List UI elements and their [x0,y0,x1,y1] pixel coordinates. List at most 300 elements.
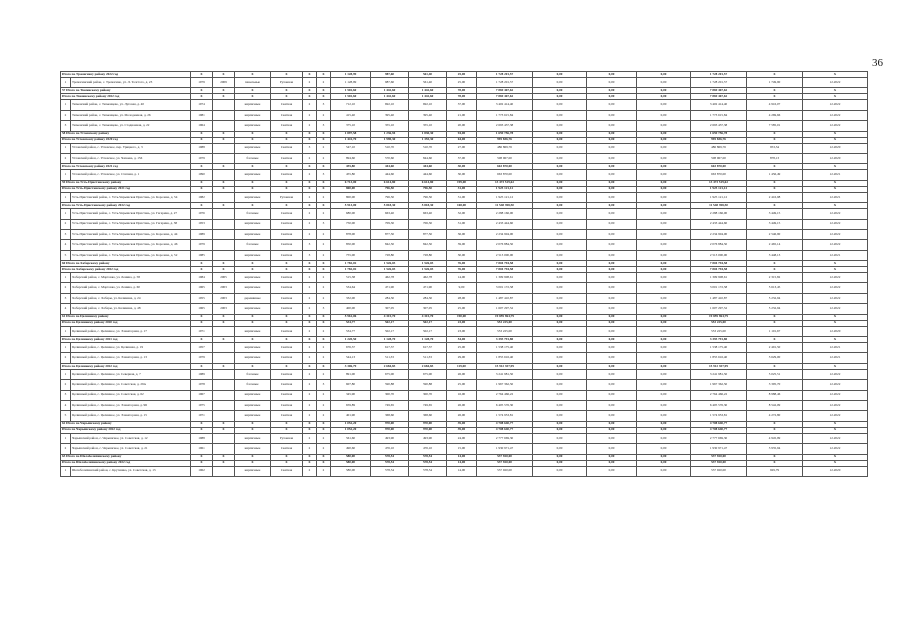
table-cell: 5 232,94 [747,293,803,303]
table-cell: 16,00 [447,390,477,400]
table-cell: 332,00 [331,293,371,303]
table-cell: X [213,314,235,320]
table-cell: 1 309 908,61 [477,273,533,283]
table-cell: 2005 [213,273,235,283]
table-cell: X [803,454,868,460]
table-cell: 1 309 908,61 [691,273,747,283]
table-cell: 0,00 [533,369,587,379]
table-cell: X [235,186,271,192]
table-cell: 3 935,94 [747,444,803,454]
table-cell: 0,00 [587,110,637,120]
table-cell: X [803,72,868,78]
table-cell: 2 [317,229,331,239]
table-cell: X [317,427,331,433]
table-cell: X [803,314,868,320]
table-cell: 0,00 [587,421,637,427]
table-cell: 1955 [191,293,213,303]
table-cell [213,400,235,410]
table-cell: 0,00 [533,304,587,314]
table-cell: 21,00 [447,110,477,120]
table-cell: 1979 [191,153,213,163]
table-row [61,78,868,88]
table-cell: 2 [303,192,317,202]
table-cell: 401,90 [331,411,371,421]
table-cell: X [317,267,331,273]
table-cell: 728,80 [409,250,447,260]
table-cell: 2 [303,273,317,283]
table-cell: 0,00 [587,314,637,320]
building-address: Усть-Пристанский район, с. Усть-Чарышская Пристань, ул. Королева, д. 44 [71,229,191,239]
table-cell: 2 076 884,50 [477,240,533,250]
table-cell: 0,00 [637,293,691,303]
total-label: 61 Итого по Целинному району [61,314,191,320]
table-cell: 2 [317,293,331,303]
table-cell: кирпичные [235,433,271,443]
table-cell: 0,00 [637,88,691,94]
table-cell: 0,00 [533,131,587,137]
table-cell: 1 442,60 [371,94,409,100]
row-number: 1 [61,466,71,476]
table-cell: 284,30 [409,293,447,303]
table-cell: X [191,72,213,78]
table-cell: 578,54 [409,466,447,476]
row-number: 2 [61,110,71,120]
table-cell: 3 306,79 [331,363,371,369]
table-cell: кирпичные [235,326,271,336]
table-cell: 1985 [191,250,213,260]
table-cell: 1 574 953,81 [691,411,747,421]
table-cell: 1 101,67 [747,326,803,336]
table-cell: 553 225,00 [691,320,747,326]
table-cell: 0,00 [637,261,691,267]
table-cell: 2 465,14 [747,240,803,250]
table-cell: 502,17 [409,326,447,336]
table-cell: 0,00 [637,326,691,336]
table-cell: 1 930 971,47 [477,444,533,454]
table-cell: 2 [303,283,317,293]
table-cell: 0,00 [533,100,587,110]
table-row [61,343,868,353]
table-cell: 502,17 [409,320,447,326]
table-cell: кирпичные [235,192,271,202]
table-cell: X [191,267,213,273]
table-cell: 3 [303,143,317,153]
table-cell: X [747,320,803,326]
page-number: 36 [872,57,883,69]
table-cell: 659,89 [331,400,371,410]
table-cell: 12.2022 [803,219,868,229]
table-row [61,400,868,410]
table-cell: 537 920,00 [477,466,533,476]
table-cell: 553 225,00 [691,326,747,336]
table-cell: 891,00 [331,369,371,379]
table-cell: 7 869 467,62 [691,88,747,94]
table-cell: 3 448,13 [747,250,803,260]
table-cell: 1984 [191,273,213,283]
table-cell: 37,00 [447,100,477,110]
table-cell: X [191,88,213,94]
table-cell: 4 708 640,77 [477,421,533,427]
table-cell: 3 001 172,58 [691,283,747,293]
table-cell: 1971 [191,326,213,336]
table-cell: X [803,320,868,326]
table-cell: 3 402 414,40 [691,100,747,110]
table-cell: X [803,186,868,192]
table-cell: 0,00 [587,219,637,229]
table-cell: 0,00 [533,444,587,454]
total-label: 58 Итого по Угловскому району [61,131,191,137]
table-cell: 1979 [191,78,213,88]
table-cell: 1988 [191,143,213,153]
table-cell: 31,00 [447,219,477,229]
table-cell: 607,80 [331,380,371,390]
table-cell: 0,00 [533,411,587,421]
table-cell: 37,00 [447,153,477,163]
table-cell: X [213,267,235,273]
table-cell: 12.2022 [803,369,868,379]
table-cell: 1989 [191,369,213,379]
table-row [61,192,868,202]
table-cell: 1 925 121,12 [477,186,533,192]
table-cell: 94,00 [447,131,477,137]
table-cell: 537 920,00 [691,466,747,476]
table-cell: 1965 [191,304,213,314]
table-cell: Скатная [271,293,303,303]
table-cell: 617,37 [371,343,409,353]
table-cell: X [303,337,317,343]
table-cell: 2003 [213,293,235,303]
table-cell: X [317,363,331,369]
table-cell: 12.2022 [803,293,868,303]
table-cell: X [747,267,803,273]
table-cell: X [235,454,271,460]
table-cell: 0,00 [637,273,691,283]
table-cell: 0,00 [533,143,587,153]
table-cell: X [235,261,271,267]
table-cell: 0,00 [533,433,587,443]
table-row [61,369,868,379]
table-cell: 1 441,70 [331,137,371,143]
table-cell: X [213,72,235,78]
table-row [61,283,868,293]
table-cell: 2 [317,240,331,250]
table-cell: X [317,164,331,170]
table-cell: 1 728 201,57 [477,72,533,78]
table-cell: 590,88 [371,380,409,390]
table-cell: 2 513 000,00 [691,250,747,260]
table-cell: 676,37 [331,343,371,353]
table-cell: 0,00 [587,433,637,443]
table-cell: X [747,164,803,170]
table-cell: 578,54 [371,460,409,466]
table-cell: 1 442,60 [409,88,447,94]
table-cell: 444,60 [409,170,447,180]
table-cell: 510,70 [409,143,447,153]
table-cell: 0,00 [637,267,691,273]
table-cell: деревянные [235,293,271,303]
table-cell: 11 548 398,50 [477,203,533,209]
table-cell: 0,00 [533,209,587,219]
table-cell: 0,00 [587,363,637,369]
table-cell: 3 393 791,80 [691,337,747,343]
table-cell: 2 [303,170,317,180]
table-cell: 0,00 [587,170,637,180]
table-cell: 15,00 [447,444,477,454]
table-cell: 2 [317,433,331,443]
table-cell: 796,50 [371,186,409,192]
table-cell [213,353,235,363]
table-cell: 12.2020 [803,143,868,153]
table-cell: Скатная [271,380,303,390]
table-cell: 0,00 [587,460,637,466]
table-cell: 78,00 [447,94,477,100]
table-cell: 534,77 [331,326,371,336]
table-cell: Скатная [271,326,303,336]
table-cell: 2 [303,444,317,454]
table-cell: 534,64 [331,283,371,293]
table-cell: 842,50 [409,240,447,250]
total-label: 62 Итого по Чарышскому району [61,421,191,427]
table-cell: 2 [317,400,331,410]
table-cell: 2 [317,343,331,353]
table-cell: X [213,427,235,433]
row-number: 2 [61,380,71,390]
table-cell: 0,00 [637,250,691,260]
table-cell: X [191,337,213,343]
table-cell: 12.2021 [803,192,868,202]
table-cell: X [747,421,803,427]
table-cell: 0,00 [587,209,637,219]
table-cell: X [235,72,271,78]
table-cell: 590,88 [409,380,447,390]
table-cell: 0,00 [533,219,587,229]
table-cell: 0,00 [533,94,587,100]
table-cell: 511,33 [409,353,447,363]
table-cell: 2 288 166,00 [691,209,747,219]
table-row [61,433,868,443]
table-cell: 2 [317,369,331,379]
table-cell: 490,60 [331,444,371,454]
table-cell: 26,00 [447,369,477,379]
table-cell: X [317,203,331,209]
table-cell: X [303,460,317,466]
table-cell: 23,00 [447,326,477,336]
table-cell: X [803,94,868,100]
table-cell: 578,54 [409,460,447,466]
table-cell: 515,38 [331,273,371,283]
table-cell: блочные [235,380,271,390]
table-cell: 0,00 [637,304,691,314]
table-cell: 561,40 [409,72,447,78]
table-cell: 502,17 [371,320,409,326]
table-cell: 0,00 [637,460,691,466]
table-cell: 12.2021 [803,353,868,363]
table-cell: 0,00 [637,186,691,192]
table-cell: 1 355,30 [409,137,447,143]
table-cell: 0,00 [587,337,637,343]
table-cell: X [213,261,235,267]
table-cell: 511,33 [371,353,409,363]
table-cell: 2 [317,353,331,363]
table-cell: X [235,164,271,170]
table-cell: 3 001 172,58 [477,283,533,293]
table-cell: 415,40 [331,110,371,120]
table-cell: 30,00 [447,170,477,180]
table-cell: 2 684,83 [409,363,447,369]
table-cell: X [213,94,235,100]
table-cell: 7 804 794,58 [691,261,747,267]
table-cell: 3 [317,121,331,131]
table-cell: 578,54 [409,454,447,460]
table-cell: 1 930 971,47 [691,444,747,454]
table-cell: 844,60 [409,153,447,163]
table-cell: 0,00 [533,466,587,476]
table-cell: 1 773 615,84 [477,110,533,120]
table-cell: кирпичные [235,219,271,229]
table-cell: 578,54 [371,466,409,476]
table-cell: 168,00 [447,203,477,209]
table-cell [213,170,235,180]
table-row [61,250,868,260]
table-cell: 5 818,30 [409,203,447,209]
total-label: Итого по Чарышскому району 2022 год [61,427,191,433]
table-cell: 3 629,00 [747,353,803,363]
table-cell: 2 777 669,30 [477,433,533,443]
table-cell: X [317,131,331,137]
table-cell: 12.2022 [803,390,868,400]
table-cell: X [191,94,213,100]
table-cell: 1 526,03 [409,261,447,267]
table-cell: 444,60 [371,164,409,170]
table-cell: X [317,261,331,267]
row-number: 3 [61,121,71,131]
table-cell [213,229,235,239]
table-cell: 3 [317,304,331,314]
row-number: 3 [61,293,71,303]
building-address: Целинный район, с. Целинное, ул. Элеваторная, д. 15 [71,411,191,421]
table-cell: 1 782,02 [331,267,371,273]
total-label: Итого по Тромагинсу району 2022 год [61,72,191,78]
building-address: Целинный район, с. Целинное, ул. Северная, д. 7 [71,369,191,379]
table-cell: 2 433 444,60 [477,219,533,229]
table-cell: 5 818,30 [371,203,409,209]
table-cell: 0,00 [587,326,637,336]
table-cell: 1 728 201,57 [691,78,747,88]
table-cell: 0,00 [637,444,691,454]
table-cell: 1974 [191,100,213,110]
table-cell: 31,00 [447,192,477,202]
row-number: 1 [61,433,71,443]
table-cell: X [235,88,271,94]
table-cell: 709,30 [371,219,409,229]
table-cell: Скатная [271,283,303,293]
table-cell: 987,60 [371,78,409,88]
table-cell: 14,00 [447,460,477,466]
table-cell: Скатная [271,229,303,239]
table-cell: Скатная [271,170,303,180]
table-cell: 12.2022 [803,283,868,293]
table-cell: 36,00 [447,229,477,239]
table-cell: 0,00 [587,72,637,78]
table-cell: 0,00 [533,283,587,293]
table-cell: X [191,421,213,427]
row-number: 1 [61,369,71,379]
table-cell: 1 487 410,87 [477,293,533,303]
table-row [61,153,868,163]
table-cell: X [271,267,303,273]
table-cell: 12.2022 [803,304,868,314]
table-cell: X [213,137,235,143]
table-cell: 0,00 [637,78,691,88]
table-cell: X [271,454,303,460]
table-cell: Скатная [271,304,303,314]
row-number: 2 [61,153,71,163]
table-cell: 12.2022 [803,400,868,410]
table-cell: 0,00 [587,121,637,131]
table-cell: 4 315,70 [409,314,447,320]
table-cell: 2 [317,153,331,163]
table-cell: 12.2022 [803,433,868,443]
table-cell [213,143,235,153]
table-cell: X [213,421,235,427]
table-cell: 6 405 576,30 [691,400,747,410]
table-cell: X [803,203,868,209]
table-cell: 0,00 [637,153,691,163]
table-cell: X [271,137,303,143]
table-cell: 2 [303,209,317,219]
row-number: 1 [61,100,71,110]
table-cell: 0,00 [533,72,587,78]
table-cell: 1 925 121,12 [691,192,747,202]
building-address: Тюменский район, с. Тюменцево, ул. Стадионная, д. 22 [71,121,191,131]
table-cell: 1961 [191,444,213,454]
table-cell: X [317,314,331,320]
table-cell: 0,00 [587,320,637,326]
table-cell: 537 920,00 [691,454,747,460]
table-cell: X [271,427,303,433]
table-cell: 2 546,90 [747,229,803,239]
table-cell: 1 128,70 [409,337,447,343]
table-cell: 6 713,00 [331,180,371,186]
table-cell: 2 [303,390,317,400]
table-cell: 471,90 [409,283,447,293]
table-cell: 0,00 [637,100,691,110]
table-cell: 0,00 [637,337,691,343]
table-cell: 796,50 [409,192,447,202]
building-address: Усть-Пристанский район, с. Усть-Чарышская Пристань, ул. Королева, д. 52 [71,250,191,260]
table-cell: кирпичные [235,229,271,239]
table-row [61,273,868,283]
table-cell: 970,00 [409,421,447,427]
table-cell: 1 236,94 [371,131,409,137]
table-cell: 1 925 121,12 [477,192,533,202]
table-cell: X [747,180,803,186]
table-cell [213,209,235,219]
row-number: 4 [61,240,71,250]
table-cell: X [271,131,303,137]
table-cell: X [213,454,235,460]
table-cell: 0,00 [587,229,637,239]
table-cell: 3 402 414,40 [477,100,533,110]
table-cell: X [317,460,331,466]
row-number: 4 [61,304,71,314]
table-cell: X [191,137,213,143]
table-cell: 2 234 904,00 [691,229,747,239]
table-cell: 2 [317,444,331,454]
table-cell: 1 855 616,40 [691,353,747,363]
table-cell: 0,00 [637,283,691,293]
table-cell: 2 [303,353,317,363]
